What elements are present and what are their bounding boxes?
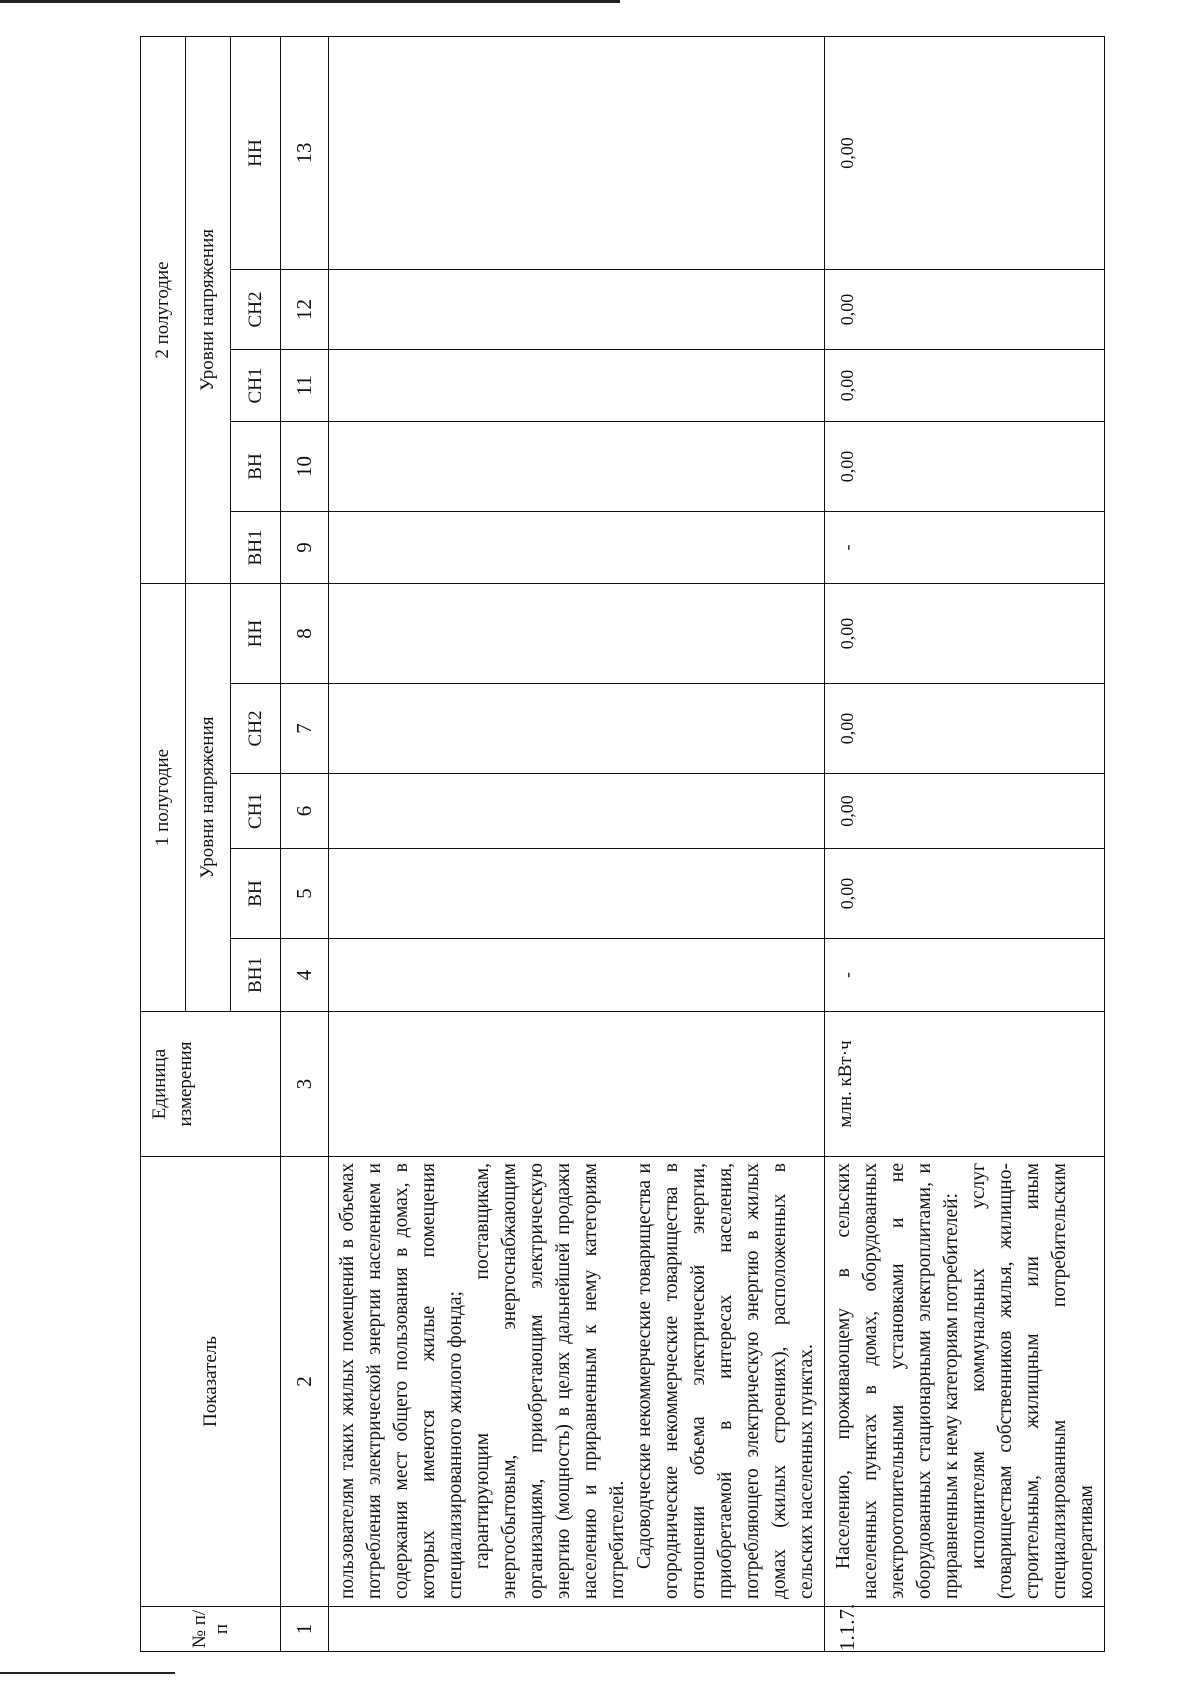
- level-sn2-h1: СН2: [231, 684, 281, 774]
- level-vn-h2: ВН: [231, 422, 281, 512]
- unit-header-line2: измерения: [175, 1041, 196, 1127]
- level-vn1-h1: ВН1: [231, 939, 281, 1012]
- column-number: 12: [281, 270, 329, 350]
- table-row: [825, 37, 1105, 1652]
- column-number: 7: [281, 684, 329, 774]
- value-cell: [329, 684, 825, 774]
- header-row-1: [141, 37, 186, 1652]
- level-sn2-h2: СН2: [231, 270, 281, 350]
- indicator-text: [825, 1157, 1105, 1607]
- col-header-indicator: Показатель: [141, 1157, 281, 1607]
- value-cell: 0,00: [825, 37, 1105, 270]
- indicator-paragraph: Садоводческие некоммерческие товарищества и огороднические некоммерческие товарищества в отношении объема электрической энергии, приобретаемой в интересах населения, потребляющего электрическую энергию в жилых домах (жилых строениях), расположенных в сельских населенных пунктах.: [634, 1163, 817, 1599]
- indicator-paragraph: Населению, проживающему в сельских населенных пунктах в домах, оборудованных электроотопительными установками и не оборудованных стационарными электроплитами, и приравненным к нему категориям потребителей:: [833, 1163, 962, 1599]
- col-header-unit: [141, 1012, 281, 1157]
- value-cell: -: [825, 939, 1105, 1012]
- table-row: [329, 37, 825, 1652]
- value-cell: [329, 939, 825, 1012]
- level-nn-h2: НН: [231, 37, 281, 270]
- value-cell: [329, 774, 825, 849]
- value-cell: 0,00: [825, 774, 1105, 849]
- level-nn-h1: НН: [231, 584, 281, 684]
- indicator-paragraph: исполнителям коммунальных услуг (товариществам собственников жилья, жилищно-строительным, жилищным или иным специализированным потребительским кооперативам: [968, 1163, 1097, 1599]
- column-number: 1: [281, 1607, 329, 1652]
- level-vn-h1: ВН: [231, 849, 281, 939]
- column-number: 6: [281, 774, 329, 849]
- column-number: 5: [281, 849, 329, 939]
- value-cell: [329, 37, 825, 270]
- column-number: 9: [281, 512, 329, 584]
- col-header-half1: 1 полугодие: [141, 584, 186, 1012]
- level-sn1-h2: СН1: [231, 350, 281, 422]
- value-cell: [329, 849, 825, 939]
- value-cell: -: [825, 512, 1105, 584]
- level-vn1-h2: ВН1: [231, 512, 281, 584]
- column-number: 13: [281, 37, 329, 270]
- column-number: 3: [281, 1012, 329, 1157]
- voltage-levels-half2: Уровни напряжения: [186, 37, 231, 584]
- tariff-balance-table: [140, 36, 1105, 1652]
- value-cell: 0,00: [825, 350, 1105, 422]
- level-sn1-h1: СН1: [231, 774, 281, 849]
- row-number: [329, 1607, 825, 1652]
- value-cell: 0,00: [825, 270, 1105, 350]
- indicator-paragraph: пользователям таких жилых помещений в объемах потребления электрической энергии населением и содержания мест общего пользования в домах, в которых имеются жилые помещения специализированного жилого фонда;: [337, 1163, 466, 1599]
- column-number: 11: [281, 350, 329, 422]
- value-cell: 0,00: [825, 584, 1105, 684]
- value-cell: [329, 350, 825, 422]
- value-cell: [329, 584, 825, 684]
- rotated-document-page: [140, 37, 1108, 1652]
- unit-header-line1: Единица: [149, 1048, 170, 1120]
- row-number: 1.1.7.: [825, 1607, 1105, 1652]
- column-number: 8: [281, 584, 329, 684]
- col-header-number: № п/п: [141, 1607, 281, 1652]
- column-number: 2: [281, 1157, 329, 1607]
- scan-edge-bottom: [0, 1672, 175, 1674]
- value-cell: [329, 270, 825, 350]
- value-cell: [329, 512, 825, 584]
- value-cell: [329, 422, 825, 512]
- column-number: 10: [281, 422, 329, 512]
- unit-cell: [329, 1012, 825, 1157]
- unit-cell: млн. кВт·ч: [825, 1012, 1105, 1157]
- value-cell: 0,00: [825, 422, 1105, 512]
- indicator-paragraph: гарантирующим поставщикам, энергосбытовым, энергоснабжающим организациям, приобретающим электрическую энергию (мощность) в целях дальнейшей продажи населению и приравненным к нему категориям потребителей.: [472, 1163, 628, 1599]
- voltage-levels-half1: Уровни напряжения: [186, 584, 231, 1012]
- col-header-half2: 2 полугодие: [141, 37, 186, 584]
- column-number-row: [281, 37, 329, 1652]
- value-cell: 0,00: [825, 684, 1105, 774]
- indicator-text: [329, 1157, 825, 1607]
- value-cell: 0,00: [825, 849, 1105, 939]
- column-number: 4: [281, 939, 329, 1012]
- scan-edge-top: [0, 0, 620, 3]
